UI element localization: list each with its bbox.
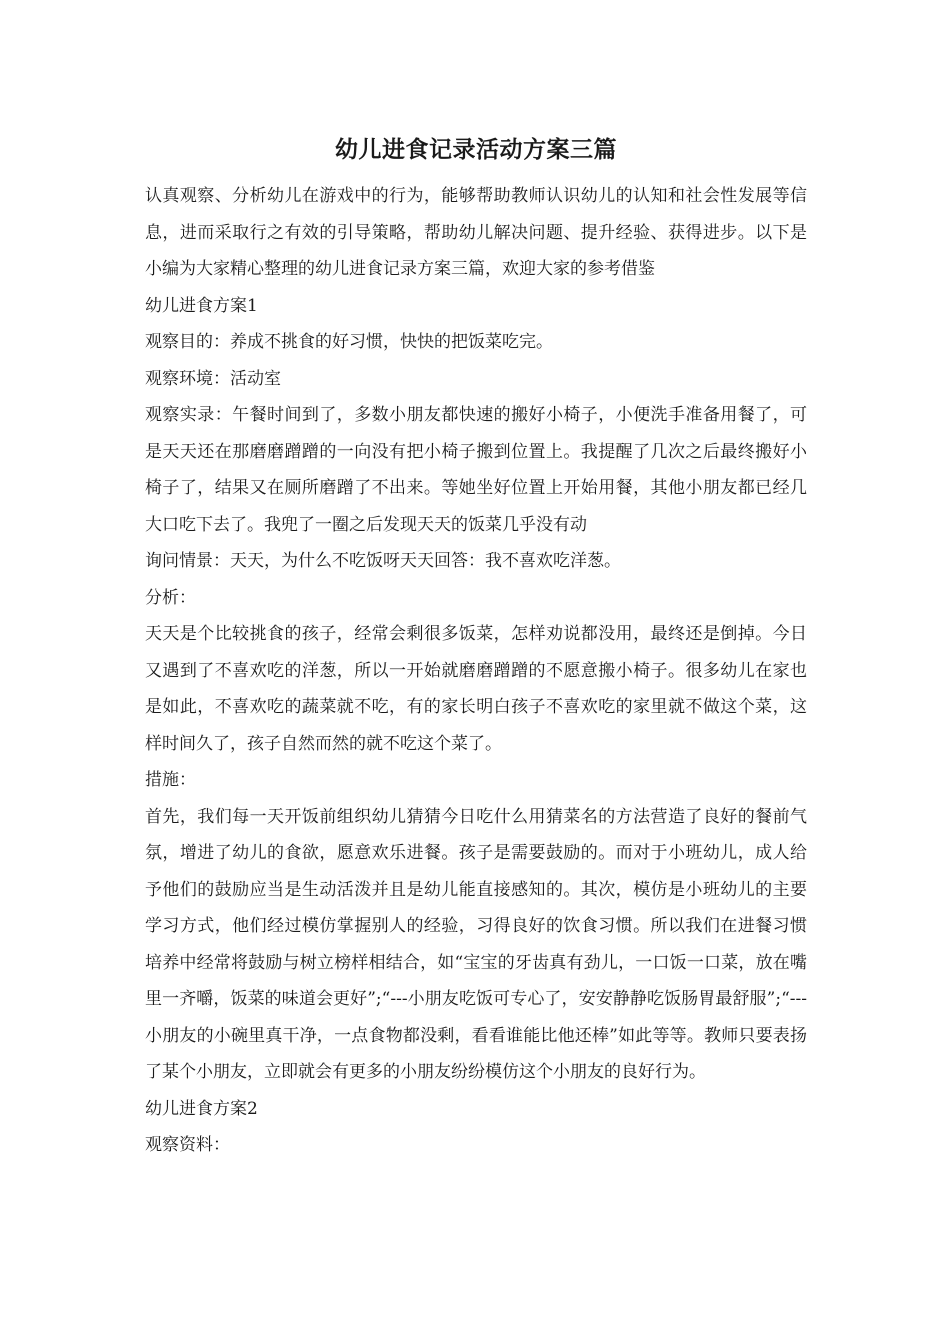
inquiry-scene: 询问情景：天天，为什么不吃饭呀天天回答：我不喜欢吃洋葱。	[145, 551, 621, 571]
analysis-heading: 分析：	[145, 587, 196, 608]
measures-heading: 措施：	[145, 770, 196, 790]
analysis-paragraph: 天天是个比较挑食的孩子，经常会剩很多饭菜，怎样劝说都没用，最终还是倒掉。今日又遇到了不喜欢吃的洋葱，所以一开始就磨磨蹭蹭的不愿意搬小椅子。很多幼儿在家也是如此，不喜欢吃的蔬菜就不吃，有的家长明白孩子不喜欢吃的家里就不做这个菜，这样时间久了，孩子自然而然的就不吃这个菜了。	[145, 624, 807, 754]
observation-record: 观察实录：午餐时间到了，多数小朋友都快速的搬好小椅子，小便洗手准备用餐了，可是天天还在那磨磨蹭蹭的一向没有把小椅子搬到位置上。我提醒了几次之后最终搬好小椅子了，结果又在厕所磨蹭了不出来。等她坐好位置上开始用餐，其他小朋友都已经几大口吃下去了。我兜了一圈之后发现天天的饭菜几乎没有动	[145, 405, 807, 535]
measures-paragraph: 首先，我们每一天开饭前组织幼儿猜猜今日吃什么用猜菜名的方法营造了良好的餐前气氛，增进了幼儿的食欲，愿意欢乐进餐。孩子是需要鼓励的。而对于小班幼儿，成人给予他们的鼓励应当是生动活泼并且是幼儿能直接感知的。其次，模仿是小班幼儿的主要学习方式，他们经过模仿掌握别人的经验，习得良好的饮食习惯。所以我们在进餐习惯培养中经常将鼓励与树立榜样相结合，如“宝宝的牙齿真有劲儿，一口饭一口菜，放在嘴里一齐嚼，饭菜的味道会更好”;“---小朋友吃饭可专心了，安安静静吃饭肠胃最舒服”;“---小朋友的小碗里真干净，一点食物都没剩，看看谁能比他还棒”如此等等。教师只要表扬了某个小朋友，立即就会有更多的小朋友纷纷模仿这个小朋友的良好行为。	[145, 806, 807, 1082]
document-page	[145, 128, 807, 1164]
observation-environment: 观察环境：活动室	[145, 368, 281, 389]
observation-purpose: 观察目的：养成不挑食的好习惯，快快的把饭菜吃完。	[145, 332, 553, 352]
section-heading-plan-1: 幼儿进食方案1	[145, 295, 258, 316]
intro-paragraph: 认真观察、分析幼儿在游戏中的行为，能够帮助教师认识幼儿的认知和社会性发展等信息，进而采取行之有效的引导策略，帮助幼儿解决问题、提升经验、获得进步。以下是小编为大家精心整理的幼儿进食记录方案三篇，欢迎大家的参考借鉴	[145, 186, 807, 279]
section-heading-plan-2: 幼儿进食方案2	[145, 1098, 258, 1119]
observation-materials: 观察资料：	[145, 1135, 230, 1155]
document-title: 幼儿进食记录活动方案三篇	[335, 136, 617, 163]
